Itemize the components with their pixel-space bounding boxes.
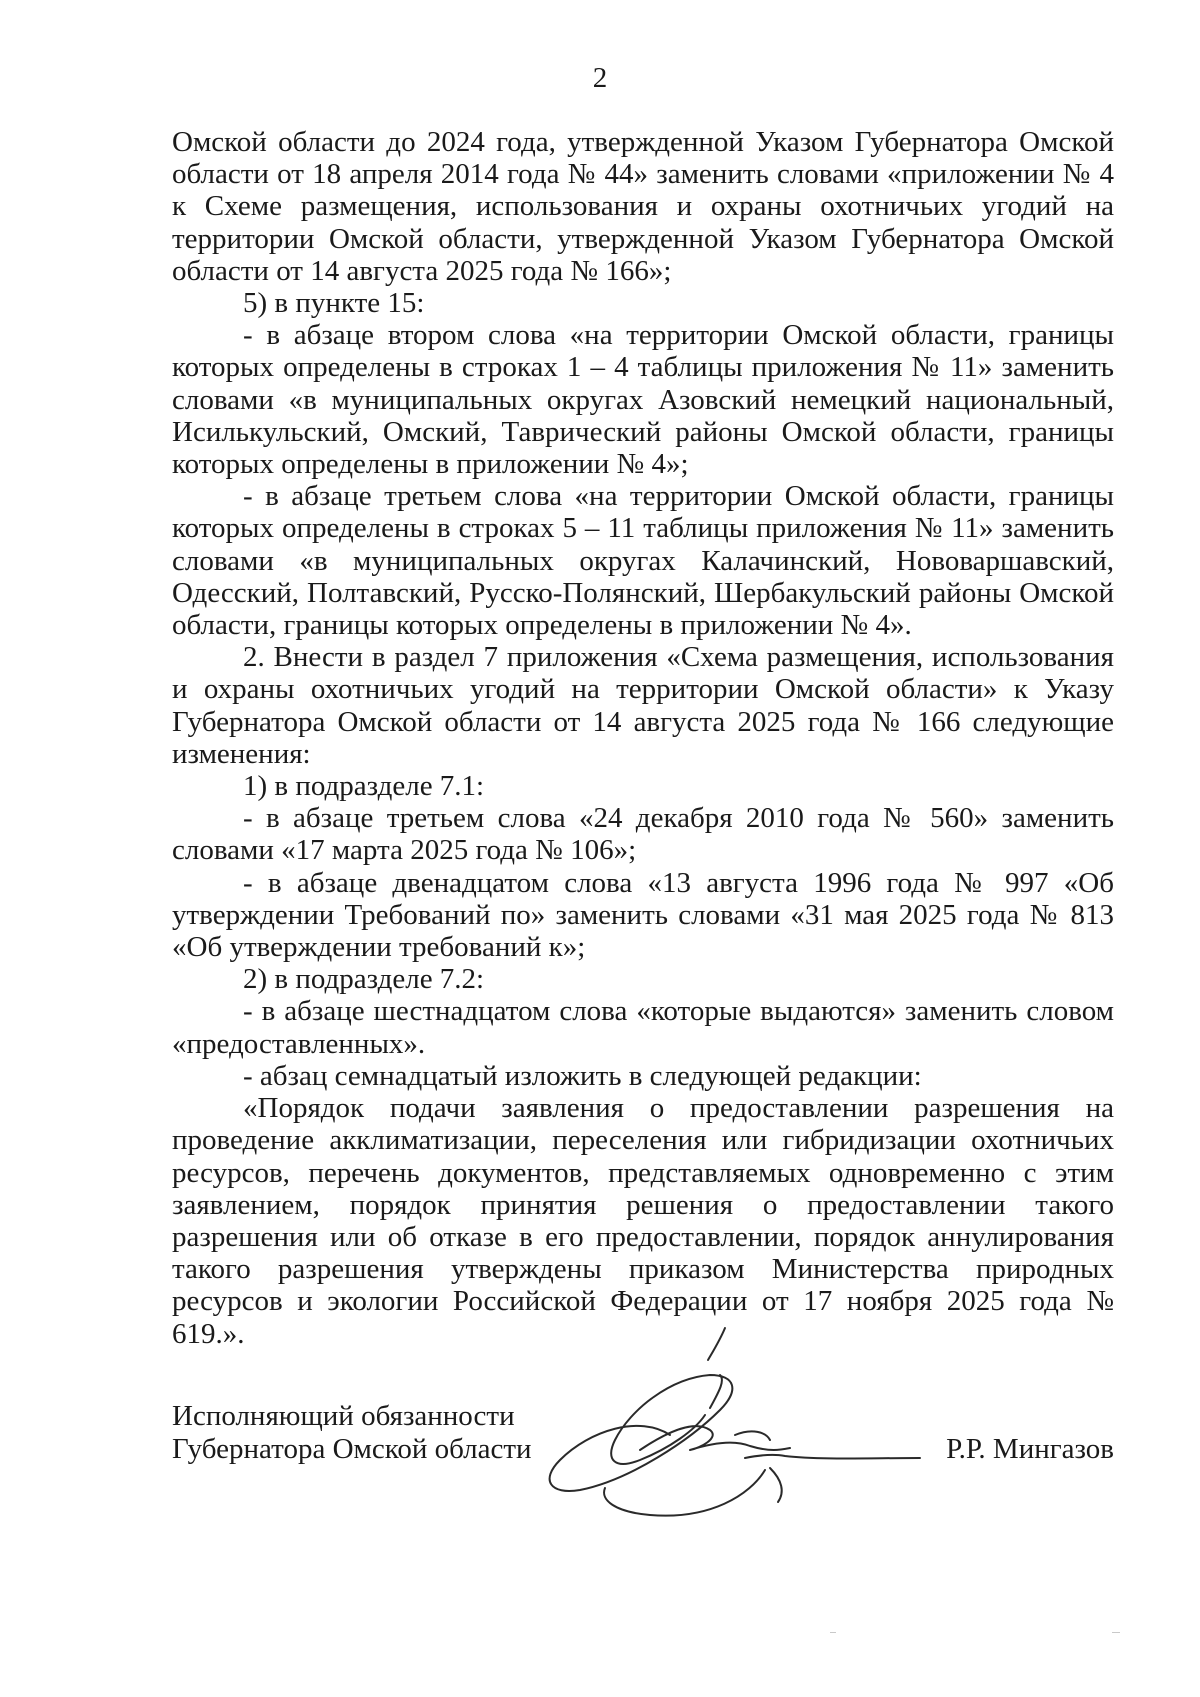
paragraph: - в абзаце третьем слова «24 декабря 2010 года № 560» заменить словами «17 марта 2025 года № 106»; <box>172 802 1114 867</box>
paragraph: 1) в подразделе 7.1: <box>243 770 485 803</box>
paragraph: «Порядок подачи заявления о предоставлении разрешения на проведение акклиматизации, переселения или гибридизации охотничьих ресурсов, перечень документов, представляемых одновременно с этим заявлением, порядок принятия решения о предоставлении такого разрешения или об отказе в его предоставлении, порядок аннулирования такого разрешения утверждены приказом Министерства природных ресурсов и экологии Российской Федерации от 17 ноября 2025 года № 619.». <box>172 1092 1114 1350</box>
handwritten-signature <box>520 1320 950 1530</box>
paragraph: - в абзаце двенадцатом слова «13 августа 1996 года № 997 «Об утверждении Требований по» заменить словами «31 мая 2025 года № 813 «Об утверждении требований к»; <box>172 866 1114 964</box>
paragraph: 2) в подразделе 7.2: <box>243 963 485 996</box>
paragraph: - в абзаце третьем слова «на территории Омской области, границы которых определены в строках 5 – 11 таблицы приложения № 11» заменить словами «в муниципальных округах Калачинский, Нововаршавский, Одесский, Полтавский, Русско-Полянский, Шербакульский районы Омской области, границы которых определены в приложении № 4». <box>172 480 1114 642</box>
paragraph: - абзац семнадцатый изложить в следующей редакции: <box>243 1059 922 1092</box>
signatory-position-line: Исполняющий обязанности <box>172 1400 515 1432</box>
signatory-name: Р.Р. Мингазов <box>946 1433 1114 1465</box>
scan-artifact <box>1112 1632 1120 1633</box>
paragraph: Омской области до 2024 года, утвержденной Указом Губернатора Омской области от 18 апреля 2014 года № 44» заменить словами «приложении № 4 к Схеме размещения, использования и охраны охотничьих угодий на территории Омской области, утвержденной Указом Губернатора Омской области от 14 августа 2025 года № 166»; <box>172 126 1114 287</box>
scan-artifact <box>830 1632 836 1633</box>
signatory-position-line: Губернатора Омской области <box>172 1433 532 1465</box>
paragraph: 5) в пункте 15: <box>243 287 425 320</box>
paragraph: - в абзаце втором слова «на территории Омской области, границы которых определены в строках 1 – 4 таблицы приложения № 11» заменить словами «в муниципальных округах Азовский немецкий национальный, Исилькульский, Омский, Таврический районы Омской области, границы которых определены в приложении № 4»; <box>172 319 1114 481</box>
paragraph: - в абзаце шестнадцатом слова «которые выдаются» заменить словом «предоставленных». <box>172 995 1114 1060</box>
page-number: 2 <box>592 62 608 94</box>
signatory-position <box>172 1400 532 1466</box>
paragraph: 2. Внести в раздел 7 приложения «Схема размещения, использования и охраны охотничьих угодий на территории Омской области» к Указу Губернатора Омской области от 14 августа 2025 года № 166 следующие изменения: <box>172 641 1114 770</box>
document-body <box>172 126 1114 1350</box>
